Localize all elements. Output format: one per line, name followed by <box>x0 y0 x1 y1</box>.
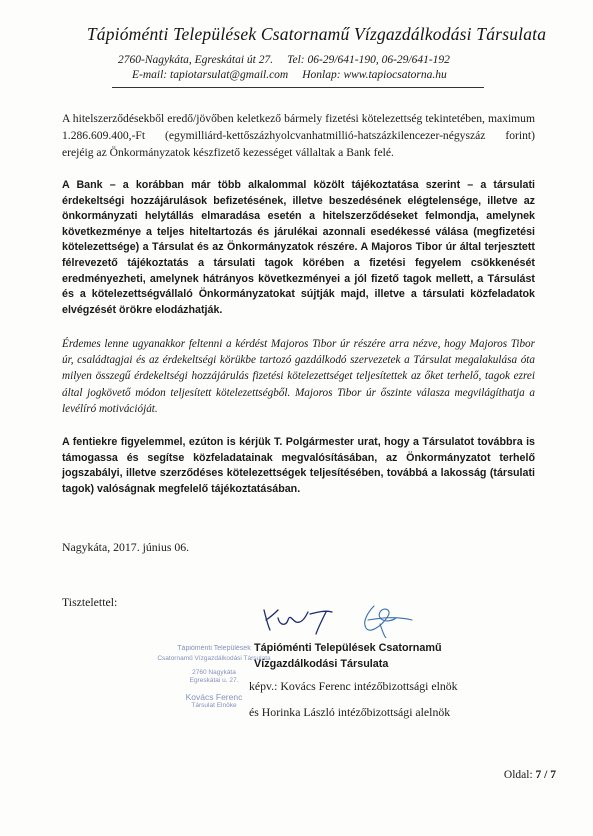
page-number-label: Oldal: <box>503 769 533 781</box>
handwritten-signature <box>256 600 416 638</box>
letterhead-phone: Tel: 06-29/641-190, 06-29/641-192 <box>287 54 450 66</box>
letterhead-website: Honlap: www.tapiocsatorna.hu <box>302 69 447 81</box>
stamp-line: Csatornamű Vízgazdálkodási Társulata <box>157 655 271 662</box>
letterhead-email: E-mail: tapiotarsulat@gmail.com <box>132 69 289 81</box>
representative-line: és Horinka László intézőbizottsági alelnök <box>249 705 451 719</box>
signatory-org-line: Vízgazdálkodási Társulata <box>254 658 389 670</box>
letterhead <box>0 24 593 81</box>
letter-date: Nagykáta, 2017. június 06. <box>62 540 190 554</box>
paragraph-bank-warning: A Bank – a korábban már több alkalommal közölt tájékoztatása szerint – a társulati érdekeltségi hozzájárulások befizetésének, illetve beszedésének elégtelensége, illetve az önkormányzati helytállás elmaradása esetén a hitelszerződéseket felmondja, amelynek következménye a teljes hiteltartozás és járulékai azonnali esedékessé válása (megfizetési kötelezettsége) a Társulat és az Önkormányzatok részére. A Majoros Tibor úr által terjesztett félrevezető tájékoztatás a társulati tagok körében a fizetési fegyelem csökkenését eredményezheti, amelynek hátrányos következményei a jól fizető tagok mellett, a Társulást és a kötelezettségvállaló Önkormányzatokat sújtják majd, illetve a társulati közfeladatok elvégzését örökre elodázhatják. <box>62 179 535 316</box>
letterhead-address: 2760-Nagykáta, Egreskátai út 27. <box>118 54 274 66</box>
page-number <box>504 769 556 781</box>
stamp-line: Egreskátai u. 27. <box>189 677 239 684</box>
page-number-value: 7 / 7 <box>535 769 556 781</box>
stamp-line: Kovács Ferenc <box>185 692 243 702</box>
letterhead-address-line <box>118 54 450 66</box>
letterhead-divider <box>112 87 484 88</box>
stamp-line: 2760 Nagykáta <box>192 669 236 676</box>
letterhead-contact-line <box>132 69 447 81</box>
letterhead-org-name: Tápióménti Települések Csatornamű Vízgazdálkodási Társulata <box>86 24 547 44</box>
paragraph-question: Érdemes lenne ugyanakkor feltenni a kérdést Majoros Tibor úr részére arra nézve, hogy Majoros Tibor úr, családtagjai és az érdekeltségi körükbe tartozó gazdálkodó szervezetek a Társulat megalakulása óta milyen összegű érdekeltségi hozzájárulás fizetési kötelezettséget teljesítettek az őket terhelő, tagok ezrei által jogkövető módon teljesített kötelezettségből. Majoros Tibor úr őszinte válasza megvilágíthatja a levélíró motivációját. <box>62 338 535 415</box>
paragraph-guarantee: A hitelszerződésekből eredő/jövőben keletkező bármely fizetési kötelezettség tekintetében, maximum 1.286.609.400,-Ft (egymilliárd-kettőszázhyolcvanhatmillió-hatszázkilencezer-négyszáz forint) erejéig az Önkormányzatok készfizető kezességet vállaltak a Bank felé. <box>62 112 535 159</box>
representative-line: képv.: Kovács Ferenc intézőbizottsági elnök <box>249 679 458 693</box>
stamp-line: Tápióménti Települések <box>177 645 251 652</box>
closing-greeting: Tisztelettel: <box>62 595 118 609</box>
signatory-organization <box>254 640 442 672</box>
paragraph-request: A fentiekre figyelemmel, ezúton is kérjük T. Polgármester urat, hogy a Társulatot továbbra is támogassa és segítse közfeladatainak megvalósításában, az Önkormányzatot terhelő jogszabályi, illetve szerződéses kötelezettségek teljesítésében, továbbá a lakosság (társulati tagok) valóságnak megfelelő tájékoztatásában. <box>62 436 535 495</box>
stamp-line: Társulat Elnöke <box>191 702 237 709</box>
signatory-org-line: Tápióménti Települések Csatornamű <box>254 642 442 654</box>
